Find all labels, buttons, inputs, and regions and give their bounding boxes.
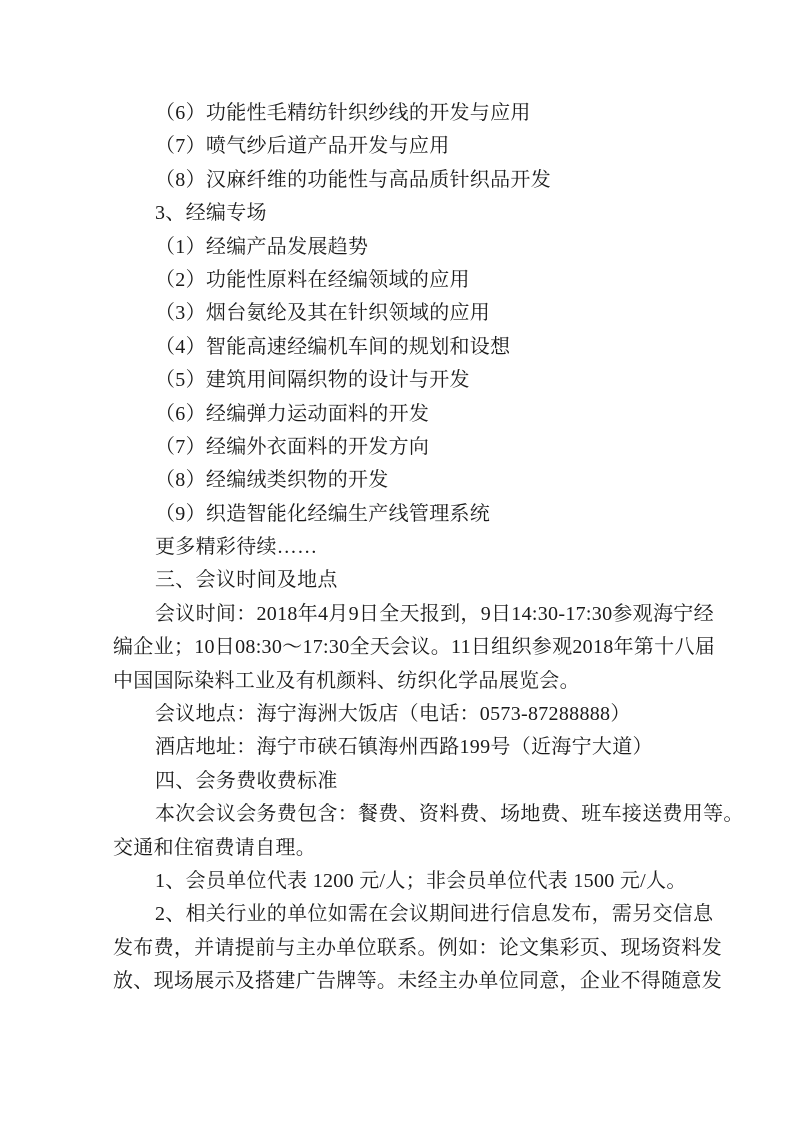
text-line: （6）功能性毛精纺针织纱线的开发与应用 — [155, 102, 531, 124]
text-line: （7）喷气纱后道产品开发与应用 — [155, 135, 450, 158]
text-line: 会议地点：海宁海洲大饭店（电话：0573-87288888） — [155, 703, 631, 726]
document-body — [113, 97, 744, 999]
text-line: 发布费，并请提前与主办单位联系。例如：论文集彩页、现场资料发 — [113, 936, 722, 959]
text-line: 会议时间：2018年4月9日全天报到，9日14:30-17:30参观海宁经 — [155, 602, 714, 625]
text-line: 编企业；10日08:30～17:30全天会议。11日组织参观2018年第十八届 — [113, 636, 716, 659]
text-line: 本次会议会务费包含：餐费、资料费、场地费、班车接送费用等。 — [155, 803, 744, 826]
text-line: 更多精彩待续…… — [155, 536, 318, 559]
text-line: 中国国际染料工业及有机颜料、纺织化学品展览会。 — [113, 669, 580, 692]
text-line: 三、会议时间及地点 — [155, 569, 338, 592]
text-line: （7）经编外衣面料的开发方向 — [155, 435, 430, 458]
text-line: 交通和住宿费请自理。 — [113, 836, 316, 859]
text-line: 放、现场展示及搭建广告牌等。未经主办单位同意，企业不得随意发 — [113, 970, 722, 993]
text-line: （6）经编弹力运动面料的开发 — [155, 402, 430, 425]
text-line: （9）织造智能化经编生产线管理系统 — [155, 502, 491, 525]
text-line: （8）汉麻纤维的功能性与高品质针织品开发 — [155, 168, 551, 191]
text-line: 2、相关行业的单位如需在会议期间进行信息发布，需另交信息 — [155, 903, 714, 926]
text-line: 3、经编专场 — [155, 202, 267, 225]
text-line: （8）经编绒类织物的开发 — [155, 469, 389, 492]
text-line: （3）烟台氨纶及其在针织领域的应用 — [155, 302, 491, 325]
text-line: （5）建筑用间隔织物的设计与开发 — [155, 369, 470, 392]
text-line: （2）功能性原料在经编领域的应用 — [155, 268, 470, 291]
text-line: （4）智能高速经编机车间的规划和设想 — [155, 335, 511, 358]
text-line: （1）经编产品发展趋势 — [155, 235, 369, 258]
text-line: 酒店地址：海宁市硖石镇海州西路199号（近海宁大道） — [155, 736, 653, 759]
text-line: 四、会务费收费标准 — [155, 769, 338, 792]
text-line: 1、会员单位代表 1200 元/人；非会员单位代表 1500 元/人。 — [155, 869, 687, 892]
